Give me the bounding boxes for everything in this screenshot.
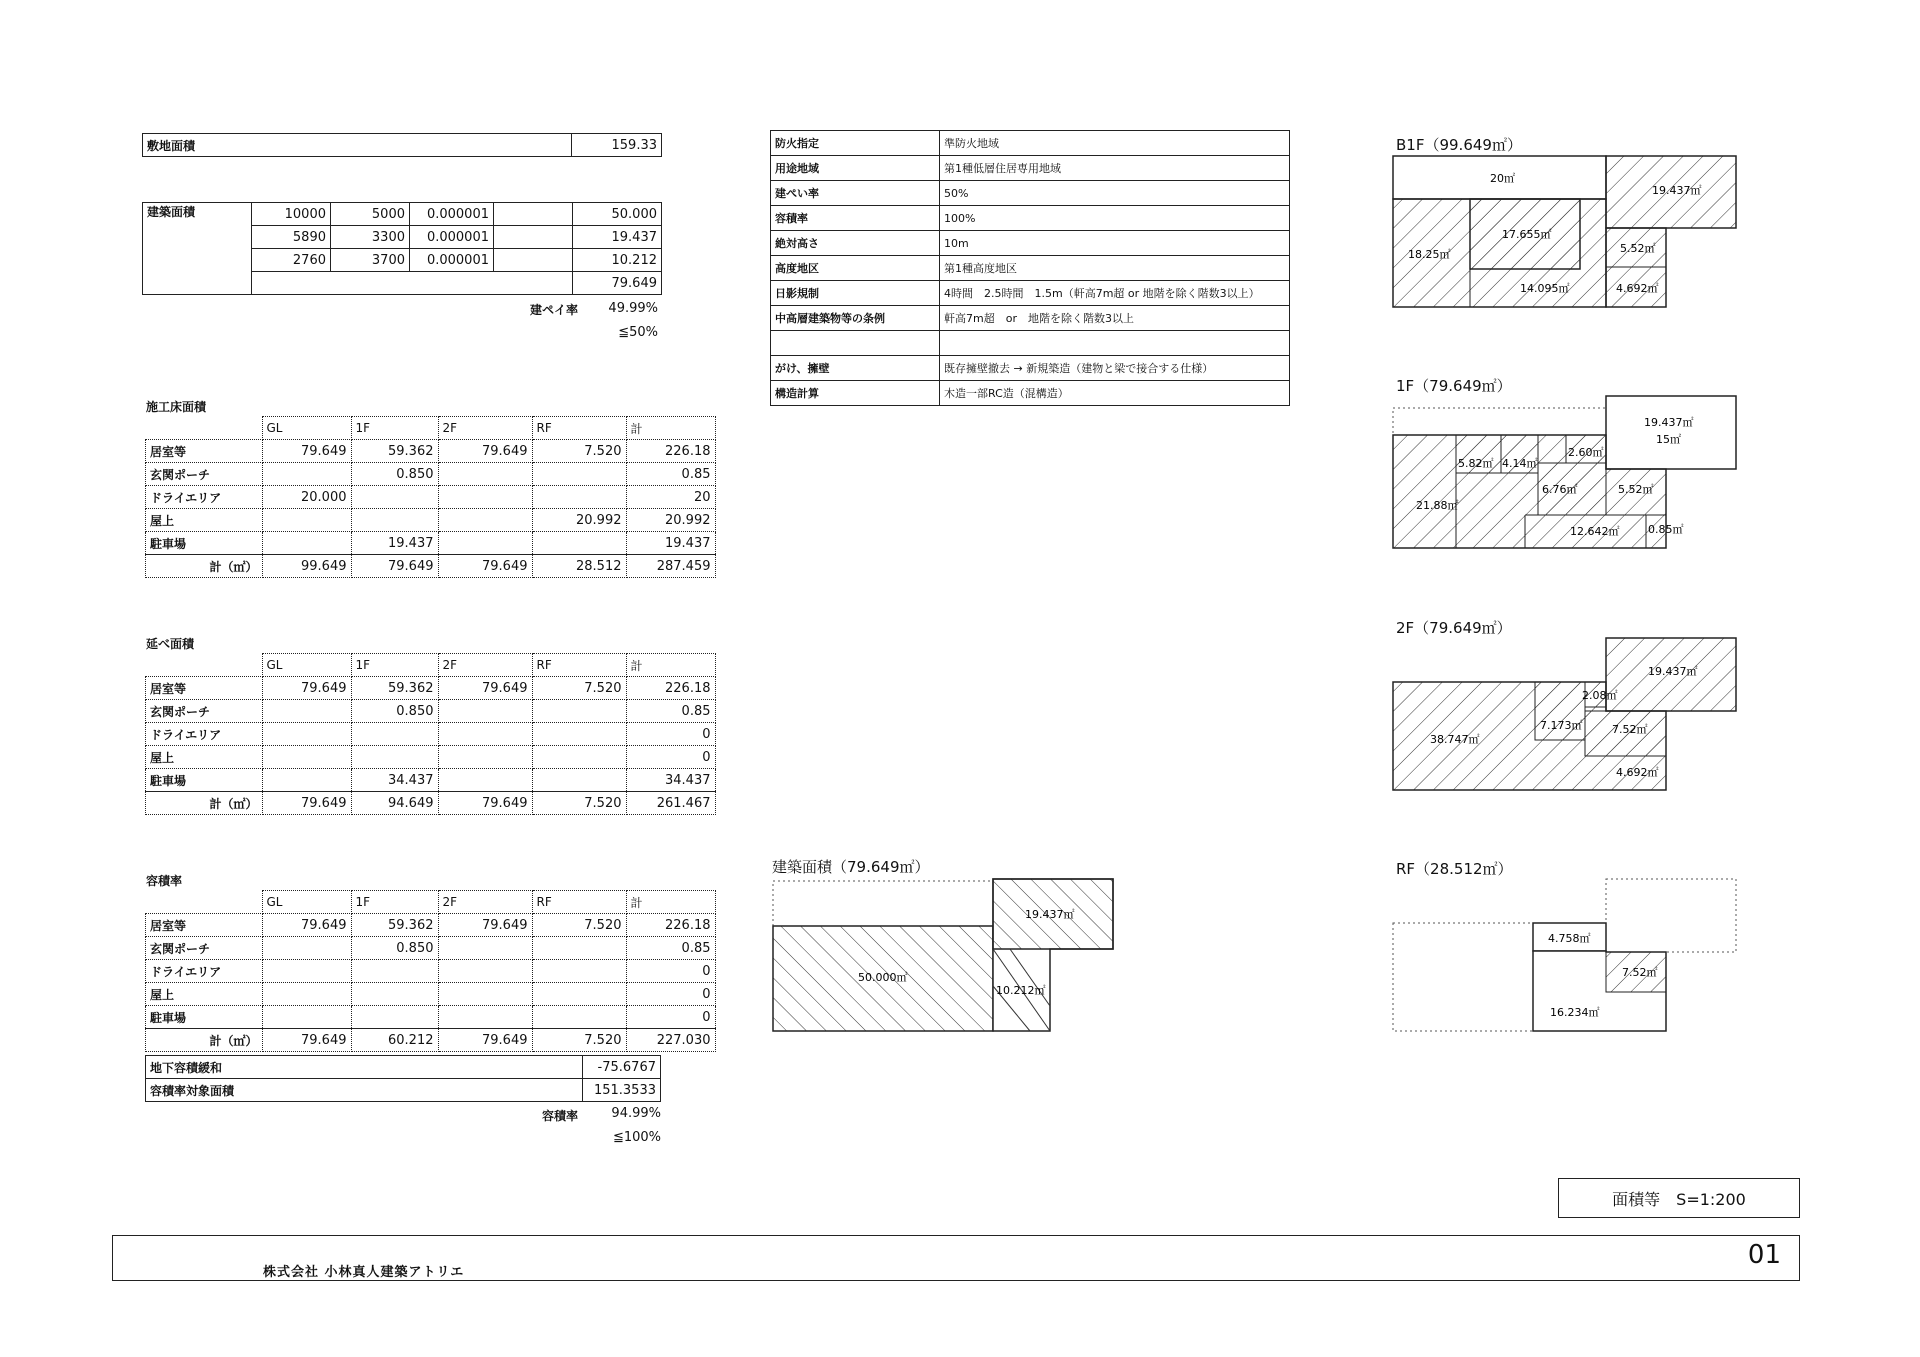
ba-cell: 50.000: [573, 203, 662, 226]
coverage-limit: ≦50%: [618, 325, 658, 340]
cell: 226.18: [626, 440, 715, 463]
ba-cell: 10.212: [573, 249, 662, 272]
f1-l0: 19.437㎡: [1644, 416, 1694, 429]
cell: 0.850: [351, 937, 438, 960]
cell: 79.649: [262, 677, 351, 700]
row-label: 玄関ポーチ: [146, 700, 263, 723]
cell: [438, 509, 532, 532]
cell: [438, 937, 532, 960]
col-header: GL: [262, 417, 351, 440]
regulation-label: 用途地域: [771, 156, 940, 181]
col-header: RF: [532, 417, 626, 440]
regulation-label: 絶対高さ: [771, 231, 940, 256]
cell: 226.18: [626, 677, 715, 700]
far-ratio-label: 容積率: [542, 1109, 579, 1123]
cov-l2: 10.212㎡: [996, 984, 1046, 997]
cell: [532, 700, 626, 723]
cell: [532, 463, 626, 486]
cell: [438, 1006, 532, 1029]
rf-l1: 7.52㎡: [1622, 966, 1658, 979]
relief-label: 地下容積緩和: [146, 1056, 583, 1079]
row-label: 駐車場: [146, 532, 263, 555]
ba-cell: 2760: [252, 249, 331, 272]
regulation-row: [771, 356, 1290, 381]
cell: 0: [626, 960, 715, 983]
row-label: 計（㎡）: [146, 555, 263, 578]
row-label: 計（㎡）: [146, 1029, 263, 1052]
rf-l2: 16.234㎡: [1550, 1006, 1600, 1019]
col-header: 1F: [351, 417, 438, 440]
col-header: RF: [532, 654, 626, 677]
cell: [532, 960, 626, 983]
regulation-label: 建ぺい率: [771, 181, 940, 206]
cell: [438, 463, 532, 486]
cell: 19.437: [351, 532, 438, 555]
cell: 79.649: [262, 1029, 351, 1052]
cell: [532, 1006, 626, 1029]
company-name: 株式会社 小林真人建築アトリエ: [263, 1265, 465, 1280]
ba-cell: 19.437: [573, 226, 662, 249]
coverage-plan-title: 建築面積（79.649㎡）: [772, 858, 930, 876]
far-ratio-value: 94.99%: [611, 1106, 661, 1121]
regulation-value: 木造一部RC造（混構造）: [940, 381, 1290, 406]
regulation-label: [771, 331, 940, 356]
coverage-plan: [770, 876, 1120, 1036]
regulation-value: 10m: [940, 231, 1290, 256]
cell: [351, 486, 438, 509]
cell: 7.520: [532, 792, 626, 815]
cell: 20.000: [262, 486, 351, 509]
b1f-plan: [1390, 152, 1750, 312]
f2-l5: 4.692㎡: [1616, 766, 1659, 779]
cell: 0: [626, 1006, 715, 1029]
cell: 79.649: [438, 555, 532, 578]
regulation-row: [771, 156, 1290, 181]
cell: [262, 723, 351, 746]
cell: [438, 746, 532, 769]
cell: [532, 937, 626, 960]
cov-l1: 50.000㎡: [858, 971, 908, 984]
regulation-row: [771, 181, 1290, 206]
far-title: 容積率: [146, 874, 183, 888]
total-floor-table: [145, 653, 716, 815]
cell: [532, 746, 626, 769]
cell: 7.520: [532, 677, 626, 700]
col-header: GL: [262, 891, 351, 914]
f1-l9: 0.85㎡: [1648, 523, 1684, 536]
regulation-value: [940, 331, 1290, 356]
regulation-value: 4時間 2.5時間 1.5m（軒高7m超 or 地階を除く階数3以上）: [940, 281, 1290, 306]
cell: [438, 723, 532, 746]
regulation-label: 容積率: [771, 206, 940, 231]
f2-title: 2F（79.649㎡）: [1396, 619, 1512, 637]
coverage-value: 49.99%: [608, 301, 658, 316]
cell: 0.85: [626, 700, 715, 723]
regulation-value: 既存擁壁撤去 → 新規築造（建物と梁で接合する仕様）: [940, 356, 1290, 381]
cell: [351, 983, 438, 1006]
cell: [262, 1006, 351, 1029]
f1-l7: 5.52㎡: [1618, 483, 1654, 496]
cell: 0: [626, 983, 715, 1006]
row-label: ドライエリア: [146, 486, 263, 509]
site-area-value: 159.33: [572, 134, 662, 157]
b1f-l5: 14.095㎡: [1520, 282, 1570, 295]
cell: 79.649: [438, 1029, 532, 1052]
ba-cell: [494, 249, 573, 272]
col-header: [146, 417, 263, 440]
cell: 79.649: [351, 555, 438, 578]
ba-cell: [494, 226, 573, 249]
cell: [262, 769, 351, 792]
f1-plan: [1390, 393, 1750, 553]
ba-cell: 10000: [252, 203, 331, 226]
regulation-row: [771, 131, 1290, 156]
regulation-value: 軒高7m超 or 地階を除く階数3以上: [940, 306, 1290, 331]
cell: 0.850: [351, 463, 438, 486]
cov-l0: 19.437㎡: [1025, 908, 1075, 921]
cell: [532, 532, 626, 555]
cell: 79.649: [438, 677, 532, 700]
row-label: 計（㎡）: [146, 792, 263, 815]
regulation-value: 第1種低層住居専用地域: [940, 156, 1290, 181]
total-floor-title: 延べ面積: [146, 637, 195, 651]
col-header: 計: [626, 654, 715, 677]
cell: [532, 769, 626, 792]
cell: [262, 463, 351, 486]
ba-cell: 3300: [331, 226, 410, 249]
f2-plan: [1390, 635, 1750, 795]
cell: 34.437: [626, 769, 715, 792]
col-header: 2F: [438, 654, 532, 677]
cell: [262, 509, 351, 532]
regulation-row: [771, 256, 1290, 281]
regulation-row: [771, 306, 1290, 331]
footer-box: [112, 1235, 1800, 1281]
col-header: [146, 891, 263, 914]
cell: 287.459: [626, 555, 715, 578]
f2-l2: 7.173㎡: [1540, 719, 1583, 732]
regulation-row: [771, 231, 1290, 256]
row-label: 駐車場: [146, 1006, 263, 1029]
site-area-label: 敷地面積: [143, 134, 572, 157]
site-area-table: [142, 133, 662, 157]
regulation-value: 第1種高度地区: [940, 256, 1290, 281]
col-header: 2F: [438, 891, 532, 914]
regulation-value: 準防火地域: [940, 131, 1290, 156]
cell: [351, 746, 438, 769]
cell: 28.512: [532, 555, 626, 578]
cell: 79.649: [438, 792, 532, 815]
ba-cell: 5000: [331, 203, 410, 226]
cell: [262, 700, 351, 723]
b1f-l6: 4.692㎡: [1616, 282, 1659, 295]
cell: 99.649: [262, 555, 351, 578]
b1f-l2: 17.655㎡: [1502, 228, 1552, 241]
cell: 79.649: [438, 440, 532, 463]
f1-l1: 15㎡: [1656, 433, 1681, 446]
cell: [438, 769, 532, 792]
regulation-label: がけ、擁壁: [771, 356, 940, 381]
rf-l0: 4.758㎡: [1548, 932, 1591, 945]
cell: [438, 700, 532, 723]
cell: 7.520: [532, 1029, 626, 1052]
row-label: 玄関ポーチ: [146, 937, 263, 960]
cell: 59.362: [351, 914, 438, 937]
regulation-label: 防火指定: [771, 131, 940, 156]
target-value: 151.3533: [583, 1079, 661, 1102]
f2-l4: 7.52㎡: [1612, 723, 1648, 736]
b1f-l4: 5.52㎡: [1620, 242, 1656, 255]
regulation-row: [771, 381, 1290, 406]
page-number: 01: [1747, 1240, 1781, 1270]
ba-cell: 0.000001: [410, 226, 494, 249]
cell: [351, 960, 438, 983]
col-header: [146, 654, 263, 677]
row-label: 居室等: [146, 677, 263, 700]
cell: 60.212: [351, 1029, 438, 1052]
cell: 59.362: [351, 677, 438, 700]
row-label: 屋上: [146, 509, 263, 532]
cell: 94.649: [351, 792, 438, 815]
col-header: 計: [626, 417, 715, 440]
cell: [262, 532, 351, 555]
far-ratio-limit: ≦100%: [612, 1130, 661, 1145]
col-header: 1F: [351, 654, 438, 677]
coverage-label: 建ペイ率: [530, 303, 579, 317]
cell: 7.520: [532, 440, 626, 463]
cell: 20.992: [532, 509, 626, 532]
rf-title: RF（28.512㎡）: [1396, 860, 1513, 878]
b1f-l1: 19.437㎡: [1652, 184, 1702, 197]
cell: 20: [626, 486, 715, 509]
row-label: 玄関ポーチ: [146, 463, 263, 486]
f2-l1: 2.08㎡: [1582, 689, 1618, 702]
col-header: GL: [262, 654, 351, 677]
b1f-l3: 18.25㎡: [1408, 248, 1451, 261]
row-label: ドライエリア: [146, 960, 263, 983]
f1-l8: 12.642㎡: [1570, 525, 1620, 538]
target-label: 容積率対象面積: [146, 1079, 583, 1102]
ba-total: 79.649: [573, 272, 662, 295]
b1f-title: B1F（99.649㎡）: [1396, 136, 1522, 154]
cell: 79.649: [262, 440, 351, 463]
building-area-label: 建築面積: [143, 203, 252, 295]
f2-l0: 19.437㎡: [1648, 665, 1698, 678]
regulation-row: [771, 331, 1290, 356]
regulation-row: [771, 281, 1290, 306]
f1-l3: 4.14㎡: [1502, 457, 1538, 470]
f1-title: 1F（79.649㎡）: [1396, 377, 1512, 395]
cell: 79.649: [262, 792, 351, 815]
cell: [351, 1006, 438, 1029]
far-extra-table: [145, 1055, 661, 1102]
construction-floor-title: 施工床面積: [146, 400, 207, 414]
cell: 0: [626, 746, 715, 769]
b1f-l0: 20㎡: [1490, 172, 1515, 185]
row-label: 居室等: [146, 914, 263, 937]
cell: 79.649: [438, 914, 532, 937]
cell: [262, 983, 351, 1006]
cell: [351, 509, 438, 532]
cell: [438, 532, 532, 555]
cell: 0.85: [626, 937, 715, 960]
cell: [532, 486, 626, 509]
cell: 59.362: [351, 440, 438, 463]
cell: 0.85: [626, 463, 715, 486]
cell: [351, 723, 438, 746]
f1-l4: 2.60㎡: [1568, 446, 1604, 459]
ba-cell: 5890: [252, 226, 331, 249]
cell: [262, 746, 351, 769]
f1-l5: 6.76㎡: [1542, 483, 1578, 496]
construction-floor-table: [145, 416, 716, 578]
col-header: RF: [532, 891, 626, 914]
far-table: [145, 890, 716, 1052]
ba-cell: 3700: [331, 249, 410, 272]
regulation-label: 高度地区: [771, 256, 940, 281]
building-area-table: [142, 202, 662, 295]
cell: 0.850: [351, 700, 438, 723]
regulation-value: 100%: [940, 206, 1290, 231]
scale-box: 面積等 S=1:200: [1558, 1178, 1800, 1218]
f1-l2: 5.82㎡: [1458, 457, 1494, 470]
cell: 261.467: [626, 792, 715, 815]
f2-l3: 38.747㎡: [1430, 733, 1480, 746]
regulation-label: 中高層建築物等の条例: [771, 306, 940, 331]
regulation-row: [771, 206, 1290, 231]
row-label: 屋上: [146, 746, 263, 769]
ba-cell: [494, 203, 573, 226]
col-header: 計: [626, 891, 715, 914]
cell: 7.520: [532, 914, 626, 937]
ba-cell: 0.000001: [410, 203, 494, 226]
row-label: ドライエリア: [146, 723, 263, 746]
rf-plan: [1390, 876, 1750, 1036]
regulations-table: [770, 130, 1290, 406]
cell: 0: [626, 723, 715, 746]
cell: [438, 486, 532, 509]
cell: [532, 983, 626, 1006]
row-label: 駐車場: [146, 769, 263, 792]
cell: 79.649: [262, 914, 351, 937]
row-label: 居室等: [146, 440, 263, 463]
ba-cell: 0.000001: [410, 249, 494, 272]
regulation-label: 構造計算: [771, 381, 940, 406]
relief-value: -75.6767: [583, 1056, 661, 1079]
cell: [438, 960, 532, 983]
cell: 227.030: [626, 1029, 715, 1052]
cell: [262, 960, 351, 983]
cell: 226.18: [626, 914, 715, 937]
cell: [438, 983, 532, 1006]
row-label: 屋上: [146, 983, 263, 1006]
cell: 20.992: [626, 509, 715, 532]
col-header: 1F: [351, 891, 438, 914]
cell: [262, 937, 351, 960]
f1-l6: 21.88㎡: [1416, 499, 1459, 512]
cell: 19.437: [626, 532, 715, 555]
cell: [532, 723, 626, 746]
ba-spacer: [252, 272, 573, 295]
col-header: 2F: [438, 417, 532, 440]
cell: 34.437: [351, 769, 438, 792]
regulation-label: 日影規制: [771, 281, 940, 306]
regulation-value: 50%: [940, 181, 1290, 206]
